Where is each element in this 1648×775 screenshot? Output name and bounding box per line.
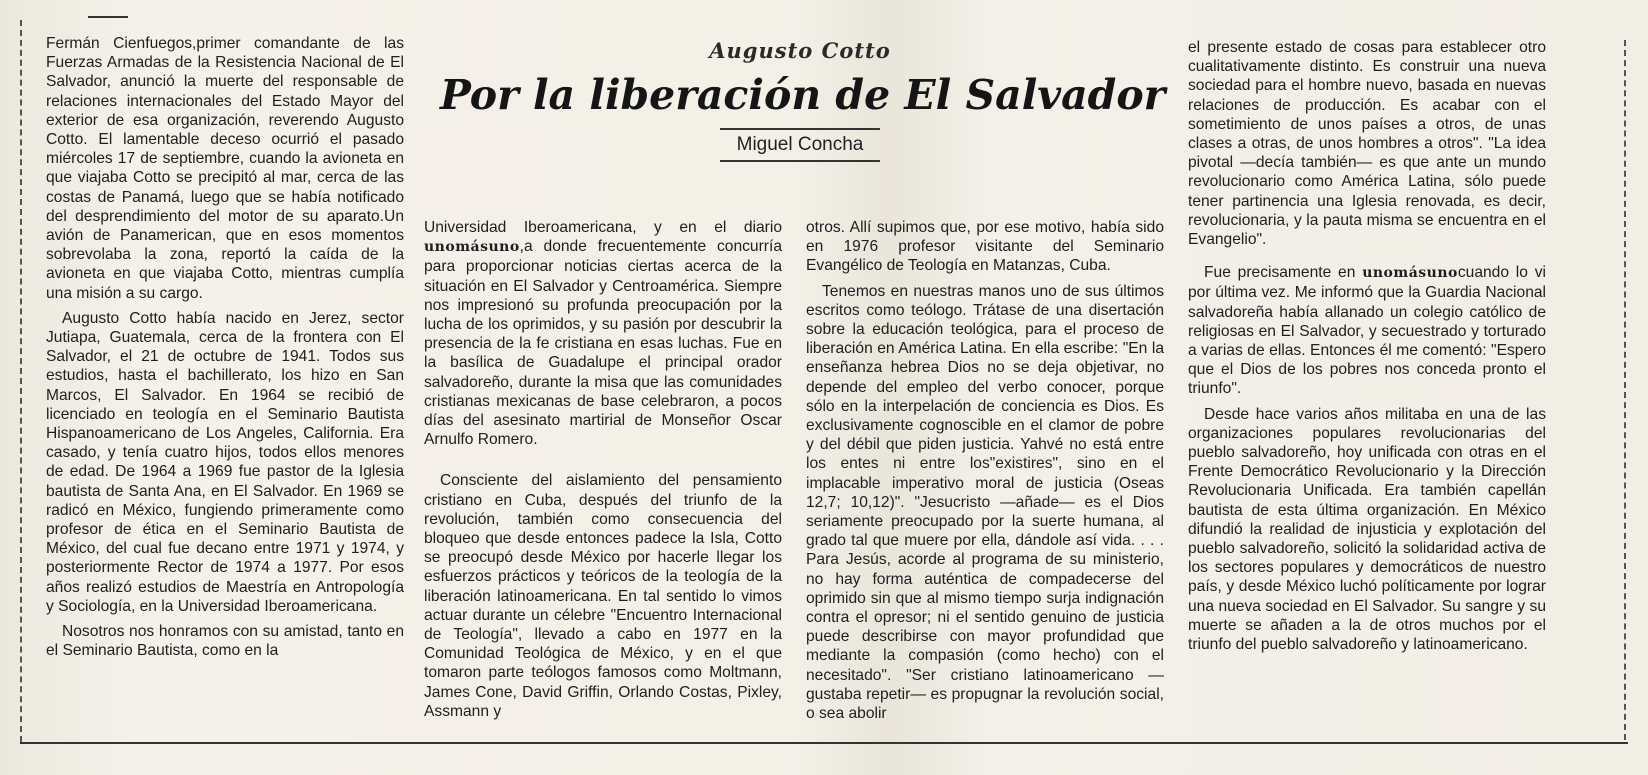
- column-3: [806, 218, 1164, 723]
- column-4: [1188, 38, 1546, 654]
- paragraph: Consciente del aislamiento del pensamiento cristiano en Cuba, después del triunfo de la revolución, también como consecuencia del bloqueo que desde entonces padece la Isla, Cotto se preocupó desde México por hacerle llegar los esfuerzos prácticos y teóricos de la teología de la liberación latinoamericana. En tal sentido lo vimos actuar durante un célebre "Encuentro Internacional de Teología", llevado a cabo en 1977 en la Comunidad Teológica de México, y en el que tomaron parte teólogos famosos como Moltmann, James Cone, David Griffin, Orlando Costas, Pixley, Assmann y: [424, 472, 782, 720]
- column-1: [46, 34, 404, 661]
- paragraph: Desde hace varios años militaba en una de las organizaciones populares revolucionarias del pueblo salvadoreño, hoy unificada con otras en el Frente Democrático Revolucionario y la Dirección Revolucionaria Unificada. Era también capellán bautista de esta última organización. En México difundió la realidad de injusticia y explotación del pueblo salvadoreño, solicitó la solidaridad activa de los sectores populares y democráticos de nuestro país, y desde México luchó políticamente por lograr una nueva sociedad en El Salvador. Su sangre y su muerte se añaden a la de otros muchos por el triunfo del pueblo salvadoreño y latinoamericano.: [1188, 405, 1546, 654]
- paragraph: Nosotros nos honramos con su amistad, tanto en el Seminario Bautista, como en la: [46, 623, 404, 660]
- article-headline: Por la liberación de El Salvador: [440, 71, 1166, 119]
- article-byline: Miguel Concha: [736, 134, 864, 155]
- byline-box: [720, 128, 880, 162]
- paragraph-text: Fue precisamente en: [1204, 264, 1363, 282]
- left-cut-edge: [20, 20, 22, 742]
- paragraph: el presente estado de cosas para establecer otro cualitativamente distinto. Es construir una nueva sociedad para el hombre nuevo, basada en nuevas relaciones de producción. Es acabar con el sometimiento de unos países a otros, de unas clases a otras, de unos hombres a otros". "La idea pivotal —decía también— es que ante un mundo revolucionario como América Latina, sólo puede tener partinencia una Iglesia renovada, es decir, revolucionaria, y la pauta misma se encuentra en el Evangelio".: [1188, 39, 1546, 249]
- paragraph: otros. Allí supimos que, por ese motivo, había sido en 1976 profesor visitante del Seminario Evangélico de Teología en Matanzas, Cuba.: [806, 219, 1164, 275]
- newspaper-name: unomásuno: [1362, 265, 1458, 282]
- column-2: [424, 218, 782, 721]
- paragraph: Tenemos en nuestras manos uno de sus últimos escritos como teólogo. Trátase de una disertación sobre la educación teológica, para el proceso de liberación en América Latina. En ella escribe: "En la enseñanza hebrea Dios no se deja objetivar, no depende del empleo del verbo conocer, porque sólo en la interpelación de conciencia es Dios. Es exclusivamente cognoscible en el clamor de pobre y del débil que piden justicia. Yahvé no está entre los entes ni entre los"existires", sino en el implacable imperativo moral de justicia (Oseas 12,7; 10,12)". "Jesucristo —añade— es el Dios seriamente preocupado por la suerte humana, al grado tal que muere por ella, dándole así vida. . . . Para Jesús, acorde al programa de su ministerio, no hay forma auténtica de compadecerse del oprimido sin que al mismo tiempo surja indignación contra el opresor; ni el sentido genuino de justicia puede describirse con mayor profundidad que mediante la compasión (como hecho) con el necesitado". "Ser cristiano latinoamericano —gustaba repetir— es propugnar la revolución social, o sea abolir: [806, 282, 1164, 723]
- bottom-rule: [20, 742, 1628, 744]
- paragraph: [424, 218, 782, 449]
- top-rule: [88, 16, 128, 18]
- paragraph: Fermán Cienfuegos,primer comandante de las Fuerzas Armadas de la Resistencia Nacional de El Salvador, anunció la muerte del responsable de relaciones internacionales del Estado Mayor del exterior de esa organización, reverendo Augusto Cotto. El lamentable deceso ocurrió el pasado miércoles 17 de septiembre, cuando la avioneta en que viajaba Cotto se precipitó al mar, cerca de las costas de Panamá, luego que se había notificado del desprendimiento del motor de su aparato.Un avión de Panamerican, que en esos momentos sobrevolaba la zona, reportó la caída de la avioneta en que viajaba Cotto, mientras cumplía una misión a su cargo.: [46, 35, 404, 302]
- newspaper-name: unomásuno: [424, 239, 520, 256]
- paragraph: Augusto Cotto había nacido en Jerez, sector Jutiapa, Guatemala, cerca de la frontera con El Salvador, el 21 de octubre de 1941. Todos sus estudios, hasta el bachillerato, los hizo en San Marcos, El Salvador. En 1964 se recibió de licenciado en teología en el Seminario Bautista Hispanoamericano de Los Angeles, California. Era casado, y tenía cuatro hijos, todos ellos menores de edad. De 1964 a 1969 fue pastor de la Iglesia bautista de Santa Ana, en El Salvador. En 1969 se radicó en México, fungiendo primeramente como profesor de ética en el Seminario Bautista de México, del cual fue decano entre 1971 y 1974, y posteriormente Rector de 1974 a 1977. Por esos años realizó estudios de Maestría en Antropología y Sociología, en la Universidad Iberoamericana.: [46, 309, 404, 615]
- paragraph-text: ,a donde frecuentemente concurría para proporcionar noticias ciertas acerca de la situación en El Salvador y Centroamérica. Siempre nos impresionó su profunda preocupación por la lucha de los oprimidos, y su pasión por descubrir la presencia de la fe cristiana en esas luchas. Fue en la basílica de Guadalupe el principal orador salvadoreño, durante la misa que las comunidades cristianas mexicanas de base celebraron, a pocos días del asesinato martirial de Monseñor Oscar Arnulfo Romero.: [424, 238, 782, 449]
- paragraph: [1188, 263, 1546, 398]
- right-cut-edge: [1624, 40, 1626, 740]
- paragraph-text: Universidad Iberoamericana, y en el diario: [424, 219, 782, 236]
- article-kicker: Augusto Cotto: [709, 38, 891, 63]
- paragraph-text: cuando lo vi por última vez. Me informó que la Guardia Nacional salvadoreña había allanado un colegio católico de religiosas en El Salvador, y secuestrado y torturado a varias de ellas. Entonces él me comentó: "Espero que el Dios de los pobres nos conceda pronto el triunfo".: [1188, 264, 1546, 398]
